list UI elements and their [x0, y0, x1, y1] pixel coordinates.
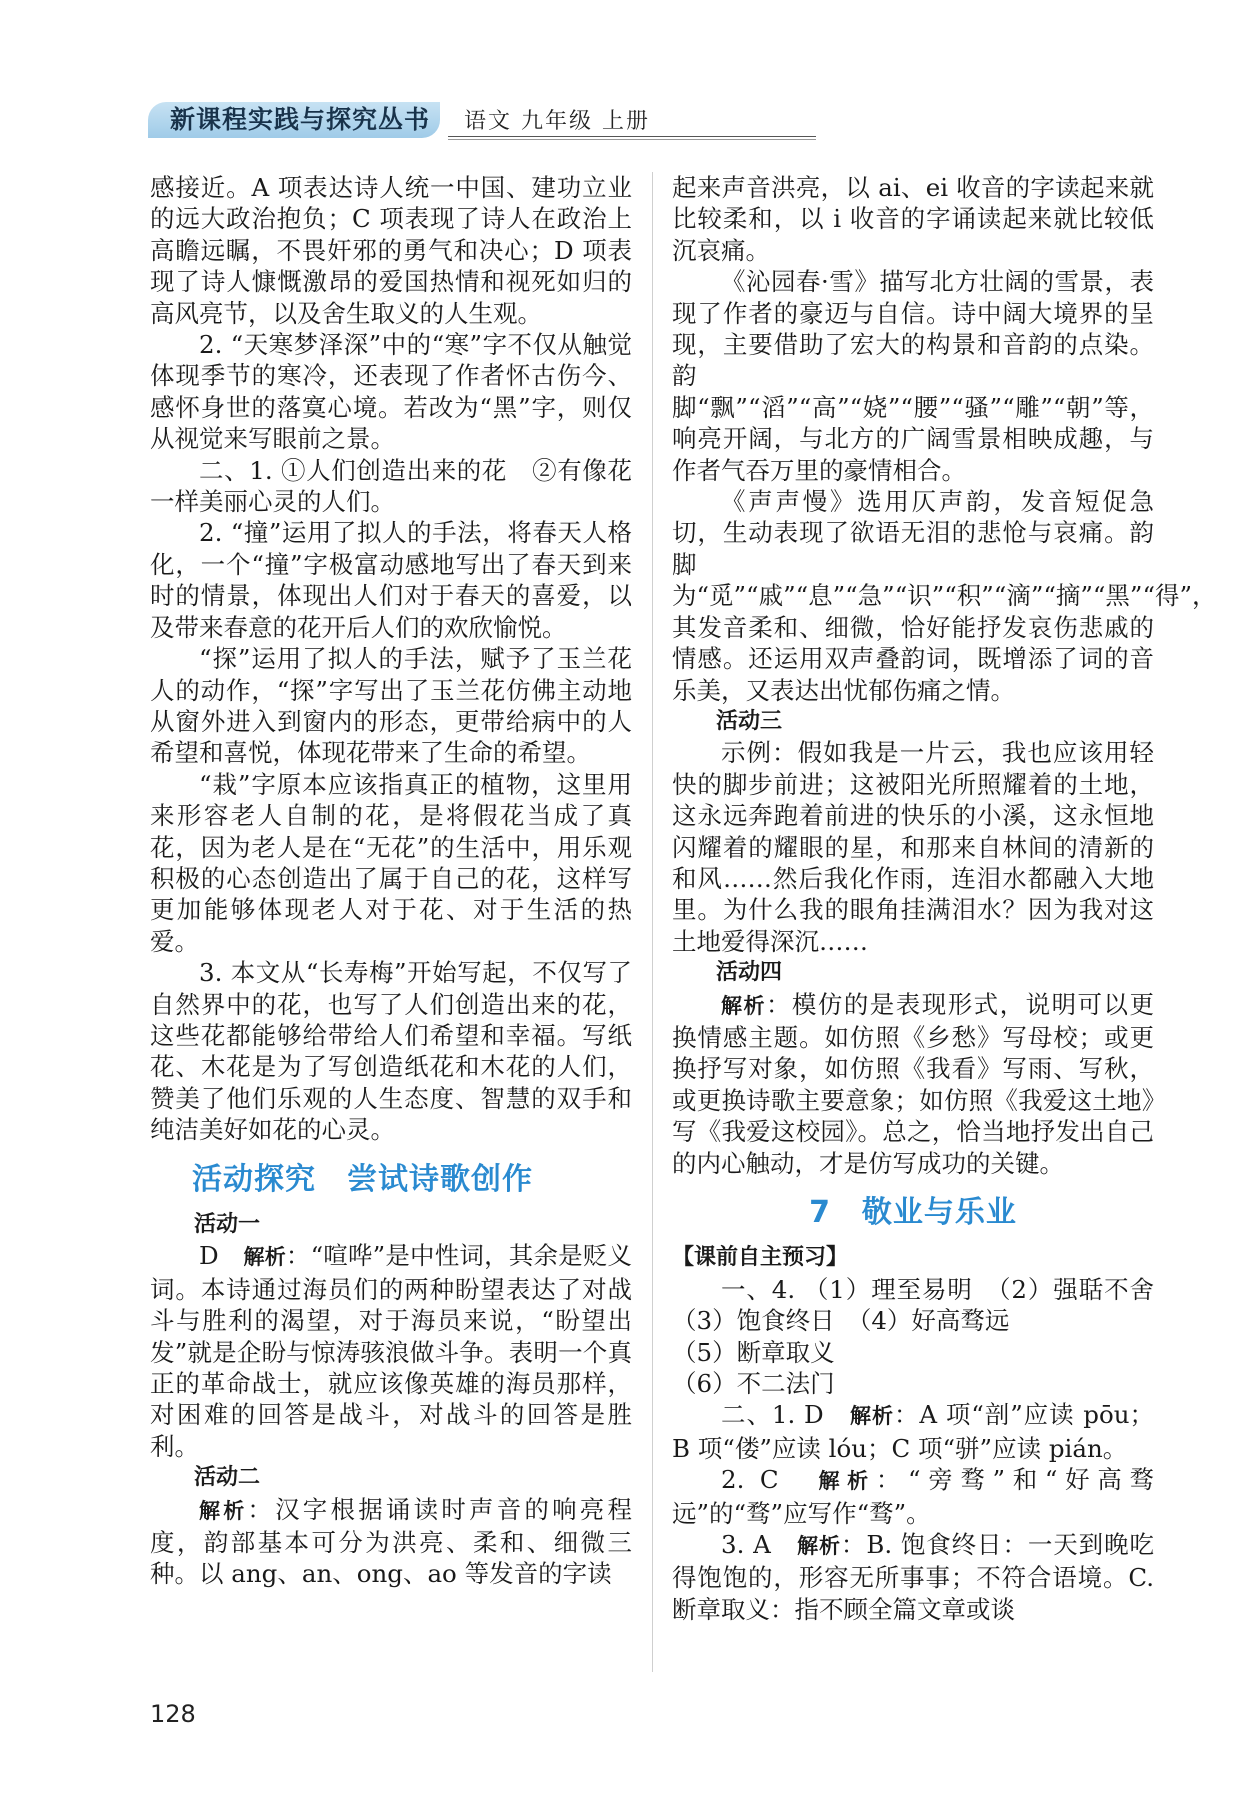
answer-paragraph	[672, 1529, 1154, 1625]
header-rule-secondary	[448, 139, 816, 140]
analysis-label: 解析	[818, 1469, 876, 1494]
analysis-text: ：“旁骛”和“好高骛远”的“骛”应写作“骛”。	[672, 1465, 1154, 1528]
analysis-text: ：“喧哗”是中性词，其余是贬义词。本诗通过海员们的两种盼望表达了对战斗与胜利的渴望，对于海员来说，“盼望出发”就是企盼与惊涛骇浪做斗争。表明一个真正的革命战士，就应该像英雄的海员那样，对困难的回答是战斗，对战斗的回答是胜利。	[150, 1241, 633, 1461]
analysis-label: 解析	[850, 1404, 894, 1429]
answer-choice: D	[199, 1241, 219, 1271]
series-title: 新课程实践与探究丛书	[148, 102, 440, 138]
answer-choice: 3. A	[721, 1530, 798, 1560]
page-number: 128	[150, 1700, 196, 1728]
answer-choice: 二、1. D	[721, 1400, 851, 1430]
analysis-label: 解析	[797, 1534, 841, 1559]
analysis-label: 解析	[199, 1498, 248, 1523]
answer-paragraph	[672, 1464, 1154, 1529]
paragraph: 3. 本文从“长寿梅”开始写起，不仅写了自然界中的花，也写了人们创造出来的花，这些花都能够给带给人们希望和幸福。写纸花、木花是为了写创造纸花和木花的人们，赞美了他们乐观的人生态度、智慧的双手和纯洁美好如花的心灵。	[150, 958, 632, 1145]
analysis-text: ：B. 饱食终日：一天到晚吃得饱饱的，形容无所事事；不符合语境。C. 断章取义：指不顾全篇文章或谈	[672, 1530, 1155, 1624]
paragraph: “探”运用了拟人的手法，赋予了玉兰花人的动作，“探”字写出了玉兰花仿佛主动地从窗外进入到窗内的形态，更带给病中的人希望和喜悦，体现花带来了生命的希望。	[150, 644, 632, 768]
section-heading: 活动探究 尝试诗歌创作	[192, 1161, 533, 1197]
analysis-text: ：模仿的是表现形式，说明可以更换情感主题。如仿照《乡愁》写母校；或更换抒写对象，如仿照《我看》写雨、写秋，或更换诗歌主要意象；如仿照《我爱这土地》写《我爱这校园》。总之，恰当地抒发出自己的内心触动，才是仿写成功的关键。	[672, 989, 1154, 1178]
answer-choice: 2. C	[721, 1465, 819, 1495]
column-divider	[652, 172, 653, 1672]
subject-title: 语文 九年级 上册	[464, 109, 650, 134]
activity-heading: 活动一	[194, 1212, 261, 1237]
answer-paragraph	[150, 1494, 632, 1590]
paragraph: 《沁园春·雪》描写北方壮阔的雪景，表现了作者的豪迈与自信。诗中阔大境界的呈现，主要借助了宏大的构景和音韵的点染。韵脚“飘”“滔”“高”“娆”“腰”“骚”“雕”“朝”等，响亮开阔，与北方的广阔雪景相映成趣，与作者气吞万里的豪情相合。	[672, 267, 1154, 485]
left-column	[150, 172, 632, 1590]
page-header	[148, 98, 668, 144]
paragraph: 《声声慢》选用仄声韵，发音短促急切，生动表现了欲语无泪的悲怆与哀痛。韵脚为“觅”“戚”“息”“急”“识”“积”“滴”“摘”“黑”“得”，其发音柔和、细微，恰好能抒发哀伤悲戚的情感。还运用双声叠韵词，既增添了词的音乐美，又表达出忧郁伤痛之情。	[672, 487, 1217, 705]
paragraph: 一、4. （1）理至易明 （2）强聒不舍 （3）饱食终日 （4）好高骛远	[672, 1274, 1179, 1336]
paragraph: 2. “天寒梦泽深”中的“寒”字不仅从触觉体现季节的寒冷，还表现了作者怀古伤今、感怀身世的落寞心境。若改为“黑”字，则仅从视觉来写眼前之景。	[150, 330, 632, 454]
answer-paragraph	[150, 1240, 632, 1462]
paragraph: 2. “撞”运用了拟人的手法，将春天人格化，一个“撞”字极富动感地写出了春天到来时的情景，体现出人们对于春天的喜爱，以及带来春意的花开后人们的欢欣愉悦。	[150, 518, 632, 642]
paragraph: （6）不二法门	[672, 1369, 835, 1399]
paragraph: 二、1. ①人们创造出来的花 ②有像花一样美丽心灵的人们。	[150, 455, 632, 517]
paragraph: （5）断章取义	[672, 1337, 835, 1367]
analysis-text: ：汉字根据诵读时声音的响亮程度，韵部基本可分为洪亮、柔和、细微三种。以 ang、an、ong、ao 等发音的字读	[150, 1494, 633, 1589]
paragraph: 起来声音洪亮，以 ai、ei 收音的字读起来就比较柔和，以 i 收音的字诵读起来就比较低沉哀痛。	[672, 173, 1154, 265]
analysis-text: ：A 项“剖”应读 pōu；B 项“偻”应读 lóu；C 项“骈”应读 pián。	[672, 1400, 1155, 1463]
lesson-heading: 7 敬业与乐业	[809, 1195, 1017, 1230]
paragraph: 感接近。A 项表达诗人统一中国、建功立业的远大政治抱负；C 项表现了诗人在政治上高瞻远瞩，不畏奸邪的勇气和决心；D 项表现了诗人慷慨激昂的爱国热情和视死如归的高风亮节，以及舍生取义的人生观。	[150, 173, 632, 328]
preview-heading: 【课前自主预习】	[672, 1245, 849, 1271]
answer-paragraph	[672, 1399, 1154, 1464]
header-rule	[448, 136, 816, 137]
right-column	[672, 172, 1217, 1625]
activity-heading: 活动三	[716, 708, 783, 734]
analysis-label: 解析	[243, 1245, 286, 1270]
activity-heading: 活动四	[716, 960, 783, 986]
paragraph: 示例：假如我是一片云，我也应该用轻快的脚步前进；这被阳光所照耀着的土地，这永远奔跑着前进的快乐的小溪，这永恒地闪耀着的耀眼的星，和那来自林间的清新的和风……然后我化作雨，连泪水都融入大地里。为什么我的眼角挂满泪水？因为我对这土地爱得深沉……	[672, 738, 1154, 956]
paragraph: “栽”字原本应该指真正的植物，这里用来形容老人自制的花，是将假花当成了真花，因为老人是在“无花”的生活中，用乐观积极的心态创造出了属于自己的花，这样写更加能够体现老人对于花、对于生活的热爱。	[150, 769, 632, 956]
activity-heading: 活动二	[194, 1465, 261, 1491]
answer-paragraph	[672, 989, 1154, 1179]
analysis-label: 解析	[721, 993, 766, 1018]
